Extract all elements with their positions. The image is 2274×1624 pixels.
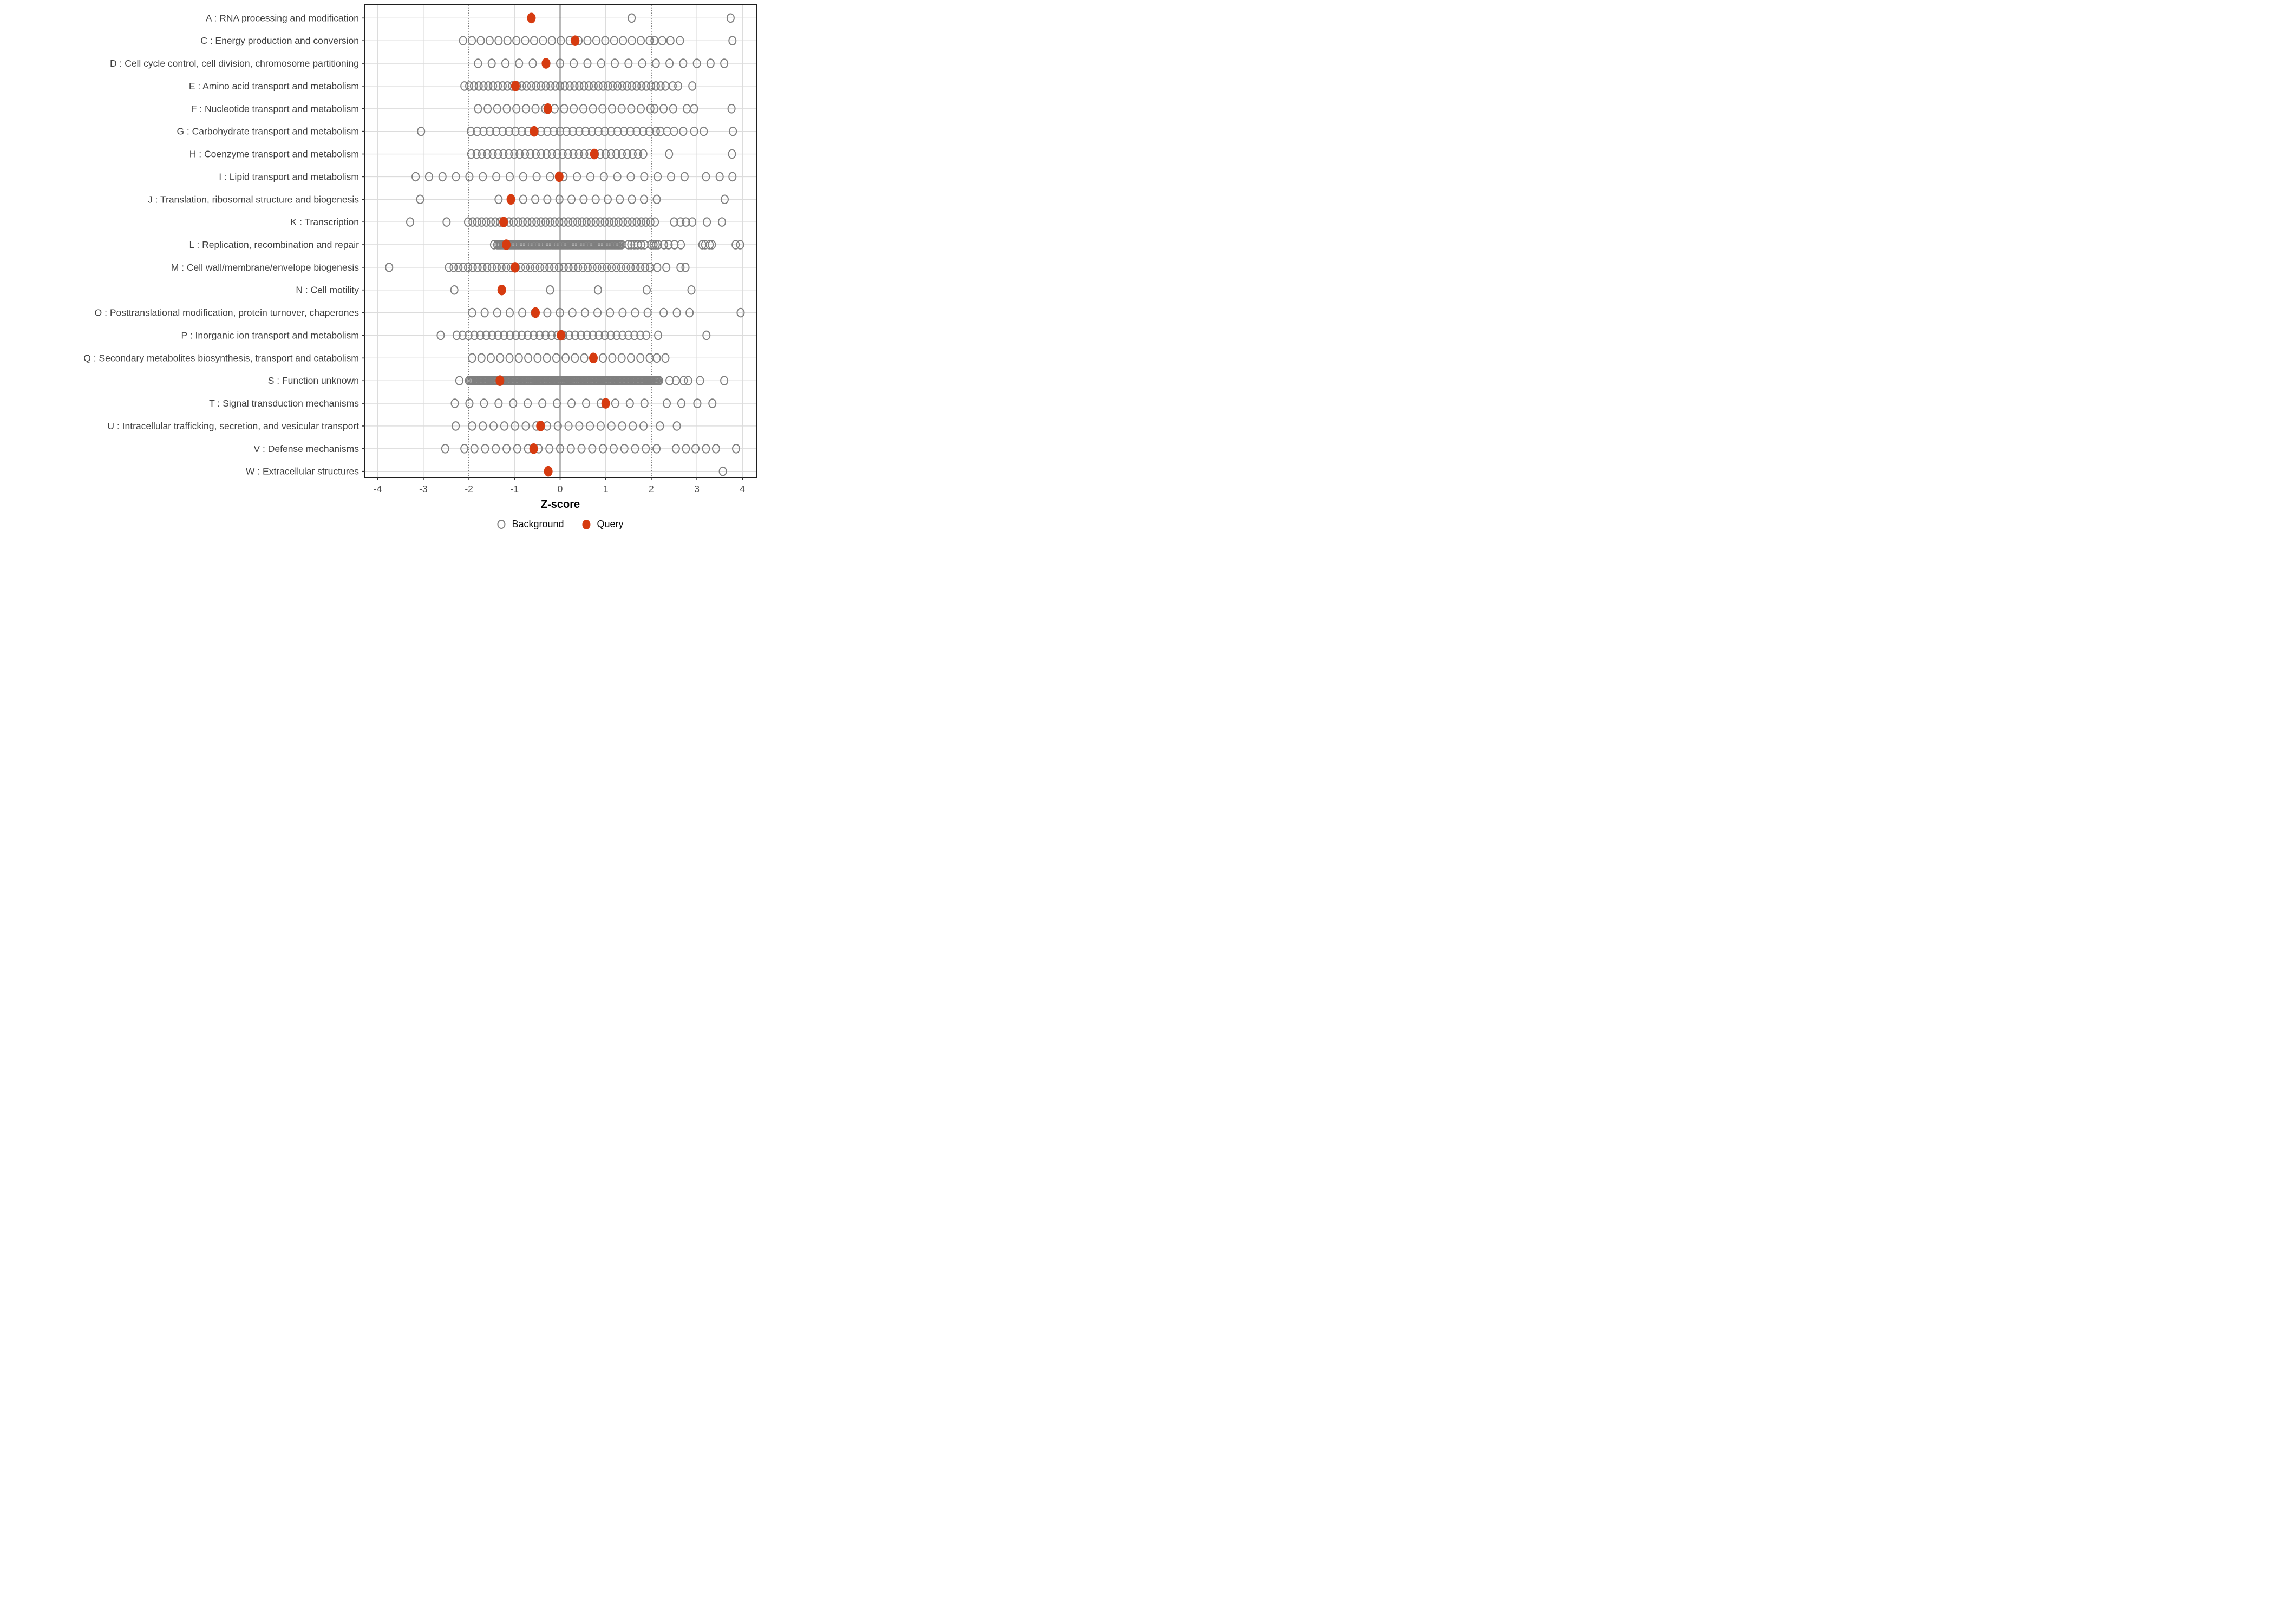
category-label: K : Transcription (290, 217, 359, 228)
strip-plot-canvas (0, 0, 758, 541)
category-label: O : Posttranslational modification, protein turnover, chaperones (94, 307, 359, 318)
figure-background (0, 0, 758, 541)
legend (497, 519, 623, 530)
category-label: F : Nucleotide transport and metabolism (191, 103, 359, 114)
category-label: E : Amino acid transport and metabolism (188, 80, 359, 91)
query-point (531, 307, 540, 318)
query-point (571, 35, 579, 46)
x-tick-label: 1 (603, 483, 609, 494)
x-axis-title: Z-score (540, 499, 580, 510)
query-point (557, 330, 565, 341)
query-point (511, 81, 520, 91)
category-label: T : Signal transduction mechanisms (209, 398, 359, 409)
legend-query-marker-icon (583, 520, 591, 529)
category-label: Q : Secondary metabolites biosynthesis, transport and catabolism (83, 352, 359, 364)
query-point (502, 239, 511, 250)
query-point (507, 194, 515, 205)
category-label: V : Defense mechanisms (253, 443, 359, 454)
query-point (495, 375, 504, 386)
x-tick-label: -2 (465, 483, 473, 494)
query-point (544, 466, 553, 477)
category-label: G : Carbohydrate transport and metabolism (177, 126, 359, 137)
category-label: J : Translation, ribosomal structure and biogenesis (147, 194, 359, 205)
category-label: U : Intracellular trafficking, secretion, and vesicular transport (107, 420, 359, 431)
category-label: H : Coenzyme transport and metabolism (189, 148, 359, 160)
legend-query-label: Query (597, 519, 624, 529)
x-tick-label: -1 (510, 483, 519, 494)
category-label: I : Lipid transport and metabolism (219, 171, 359, 182)
x-tick-label: 2 (649, 483, 654, 494)
query-point (530, 443, 538, 454)
category-label: D : Cell cycle control, cell division, chromosome partitioning (109, 58, 359, 69)
category-label: A : RNA processing and modification (205, 12, 359, 24)
query-point (536, 421, 545, 431)
legend-background-label: Background (512, 519, 564, 529)
query-point (541, 58, 550, 69)
cog-zscore-figure (0, 0, 758, 541)
query-point (544, 103, 552, 114)
query-point (511, 262, 519, 273)
query-point (602, 398, 610, 409)
query-point (555, 172, 564, 182)
category-label: S : Function unknown (267, 375, 359, 387)
x-tick-label: 0 (557, 483, 563, 494)
x-tick-label: 3 (694, 483, 700, 494)
category-label: P : Inorganic ion transport and metabolism (181, 330, 359, 341)
x-tick-label: -4 (373, 483, 382, 494)
x-tick-label: -3 (419, 483, 428, 494)
category-label: C : Energy production and conversion (200, 35, 359, 47)
legend-background-marker-icon (497, 520, 505, 529)
category-label: M : Cell wall/membrane/envelope biogenesis (171, 261, 359, 273)
x-tick-label: 4 (740, 483, 746, 494)
query-point (498, 285, 506, 296)
query-point (527, 13, 535, 24)
category-label: L : Replication, recombination and repair (189, 239, 359, 250)
query-point (499, 217, 508, 227)
category-label: W : Extracellular structures (245, 466, 359, 477)
query-point (530, 126, 539, 137)
category-label: N : Cell motility (296, 284, 359, 296)
query-point (589, 353, 598, 364)
query-point (590, 149, 599, 160)
